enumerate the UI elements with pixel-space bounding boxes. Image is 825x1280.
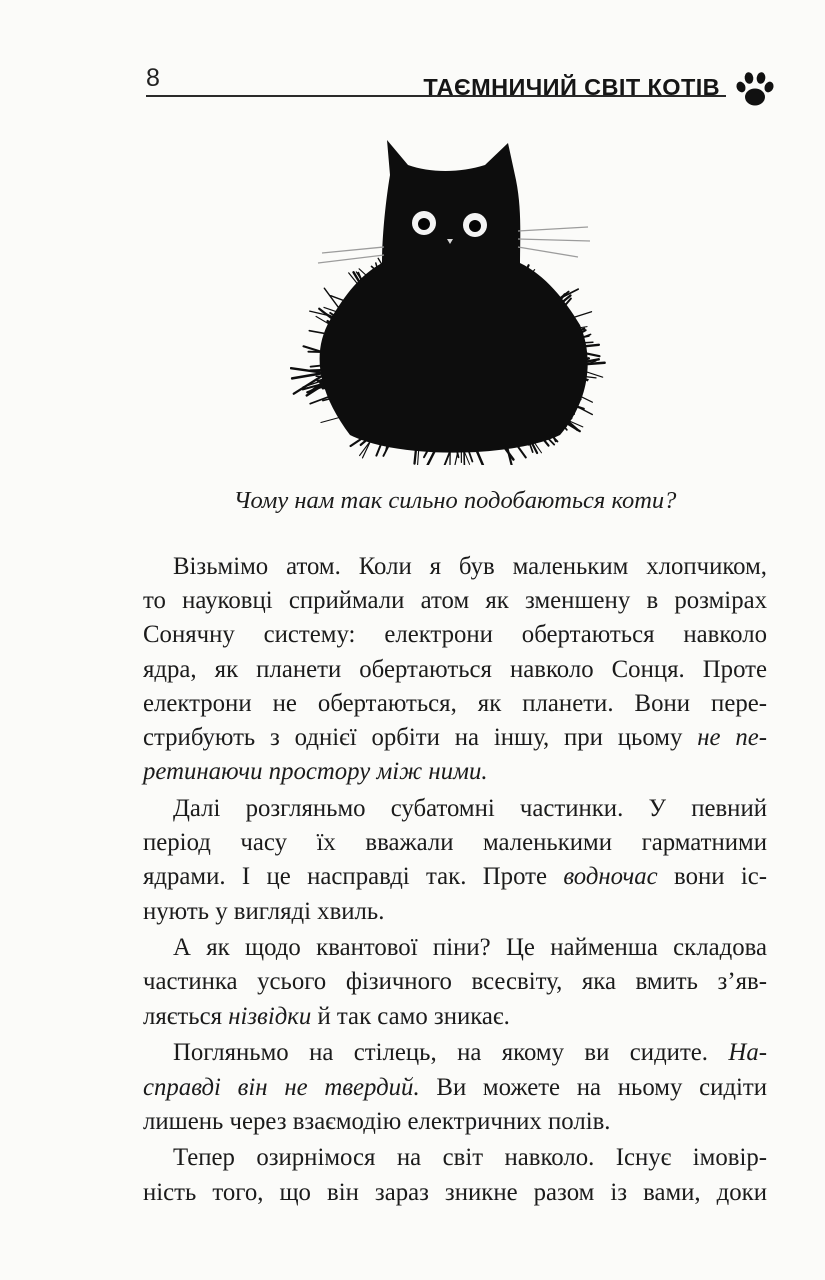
black-fluffy-cat-illustration xyxy=(290,135,610,465)
text-run: ядрами. І це насправді так. Проте xyxy=(143,863,564,891)
text-run: ляється xyxy=(143,1002,229,1030)
running-title: ТАЄМНИЧИЙ СВІТ КОТІВ xyxy=(423,74,720,100)
text-run: частинка усього фізичного всесвіту, яка вмить з’яв- xyxy=(143,968,767,996)
paw-icon xyxy=(734,70,776,110)
emphasis-text: нізвідки xyxy=(228,1002,312,1030)
text-run: то науковці сприймали атом як зменшену в розмірах xyxy=(143,587,767,615)
text-run: вони іс- xyxy=(657,863,767,891)
text-line xyxy=(143,1141,767,1175)
text-run: лишень через взаємодію електричних полів. xyxy=(143,1107,611,1135)
header-rule xyxy=(146,95,726,97)
emphasis-text: не пе- xyxy=(697,724,767,752)
text-run: Візьмімо атом. Коли я був маленьким хлопчиком, xyxy=(173,553,767,580)
text-run: А як щодо квантової піни? Це найменша складова xyxy=(173,934,767,962)
emphasis-text: ретинаючи простору між ними. xyxy=(143,758,488,786)
page-number: 8 xyxy=(146,64,160,92)
paragraph xyxy=(143,931,767,1034)
paragraph xyxy=(143,550,767,789)
text-run: ядра, як планети обертаються навколо Сонця. Проте xyxy=(143,655,767,683)
text-line xyxy=(143,1071,767,1105)
text-run: нують у вигляді хвиль. xyxy=(143,897,385,925)
text-line xyxy=(143,550,767,584)
text-line xyxy=(143,965,767,999)
text-line xyxy=(143,860,767,894)
text-line xyxy=(143,931,767,965)
text-run: ність того, що він зараз зникне разом із вами, доки xyxy=(143,1178,767,1206)
text-run: електрони не обертаються, як планети. Вони пере- xyxy=(143,689,767,717)
paragraph xyxy=(143,1141,767,1209)
text-run: Ви можете на ньому сидіти xyxy=(419,1073,768,1101)
text-line xyxy=(143,1000,767,1034)
text-line xyxy=(143,895,767,929)
text-run: Тепер озирнімося на світ навколо. Існує імовір- xyxy=(173,1144,767,1172)
emphasis-text: На- xyxy=(728,1039,767,1067)
emphasis-text: водночас xyxy=(563,863,658,891)
text-line xyxy=(143,755,767,789)
text-line xyxy=(143,618,767,652)
text-line xyxy=(143,1105,767,1139)
text-line xyxy=(143,687,767,721)
body-text xyxy=(143,550,767,1212)
text-run: й так само зникає. xyxy=(311,1002,510,1030)
text-run: Погляньмо на стілець, на якому ви сидите. xyxy=(173,1039,729,1067)
emphasis-text: справді він не твердий. xyxy=(143,1073,420,1101)
text-line xyxy=(143,826,767,860)
page-header xyxy=(146,62,778,110)
text-run: стрибують з однієї орбіти на іншу, при цьому xyxy=(143,724,698,752)
text-line xyxy=(143,653,767,687)
text-line xyxy=(143,792,767,826)
text-run: Далі розгляньмо субатомні частинки. У певний xyxy=(173,794,767,822)
paragraph xyxy=(143,792,767,929)
text-run: Сонячну систему: електрони обертаються навколо xyxy=(143,621,767,649)
illustration-caption: Чому нам так сильно подобаються коти? xyxy=(233,487,677,514)
text-line xyxy=(143,1036,767,1070)
paragraph xyxy=(143,1036,767,1139)
text-run: період часу їх вважали маленькими гарматними xyxy=(143,829,767,857)
text-line xyxy=(143,721,767,755)
text-line xyxy=(143,1176,767,1210)
text-line xyxy=(143,584,767,618)
